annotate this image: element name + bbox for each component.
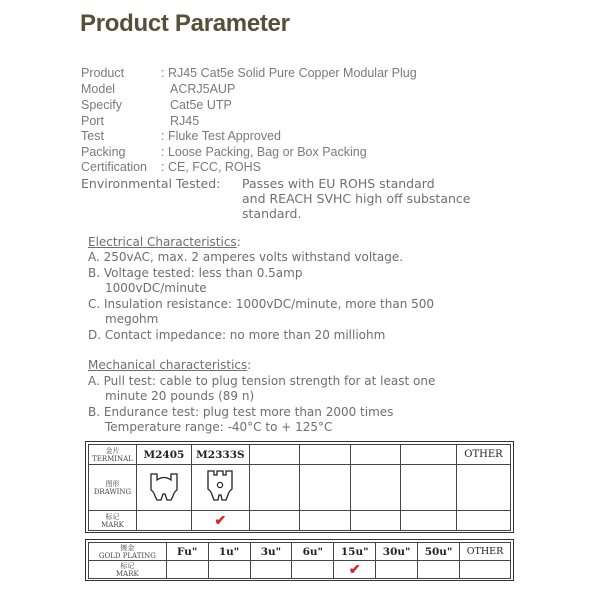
gold-mark-label-en: MARK (116, 569, 139, 578)
gold-plating-row (89, 543, 511, 561)
terminal-label-en: TERMINAL (92, 454, 133, 463)
param-label: Port (81, 114, 104, 128)
terminal-mark-row (89, 511, 511, 531)
check-mark-icon: ✔ (191, 511, 249, 531)
param-value: : RJ45 Cat5e Solid Pure Copper Modular Plug (161, 66, 417, 80)
terminal-empty-cell (249, 445, 299, 465)
param-value: RJ45 (170, 114, 200, 128)
terminal-table (88, 444, 511, 531)
param-value: : CE, FCC, ROHS (161, 160, 262, 174)
param-label: Product (81, 66, 125, 80)
drawing-label-cell (89, 465, 137, 511)
terminal-m2333s: M2333S (191, 445, 249, 465)
param-label: Test (81, 129, 104, 143)
gold-mark-cell (292, 561, 334, 579)
mark-label-cell (89, 511, 137, 531)
gold-label-cell (89, 543, 167, 561)
gold-mark-cell (208, 561, 250, 579)
mechanical-line-b: B. Endurance test: plug test more than 2000 times (88, 405, 394, 419)
drawing-empty-cell (351, 465, 401, 511)
gold-mark-cell (376, 561, 418, 579)
plating-fu: Fu" (166, 543, 208, 561)
mark-cell (299, 511, 351, 531)
mark-cell (136, 511, 191, 531)
gold-mark-label-cell (89, 561, 167, 579)
gold-plating-table (88, 542, 511, 579)
terminal-empty-cell (299, 445, 351, 465)
drawing-empty-cell (401, 465, 457, 511)
electrical-heading-text: Electrical Characteristics (88, 235, 237, 249)
gold-mark-cell (460, 561, 511, 579)
electrical-line-c2: megohm (105, 312, 159, 326)
terminal-m2333s-drawing-icon (203, 467, 237, 505)
drawing-label-cn: 图形 (105, 479, 120, 488)
plating-other: OTHER (460, 543, 511, 561)
drawing-row (89, 465, 511, 511)
mark-cell (351, 511, 401, 531)
gold-mark-cell (166, 561, 208, 579)
gold-mark-cell (418, 561, 460, 579)
plating-1u: 1u" (208, 543, 250, 561)
plating-6u: 6u" (292, 543, 334, 561)
plating-15u: 15u" (334, 543, 376, 561)
mechanical-line-temperature: Temperature range: -40°C to + 125°C (105, 420, 333, 434)
page-title: Product Parameter (80, 10, 290, 37)
gold-mark-cell (250, 561, 292, 579)
environmental-label: Environmental Tested: (81, 176, 221, 191)
drawing-m2333s-cell (191, 465, 249, 511)
terminal-label-cn: 金片 (105, 446, 120, 455)
terminal-empty-cell (401, 445, 457, 465)
mark-cell (401, 511, 457, 531)
param-value: : Fluke Test Approved (161, 129, 281, 143)
gold-mark-row (89, 561, 511, 579)
mechanical-heading-text: Mechanical characteristics (88, 358, 248, 372)
terminal-m2405: M2405 (136, 445, 191, 465)
drawing-empty-cell (249, 465, 299, 511)
param-value: : Loose Packing, Bag or Box Packing (161, 145, 367, 159)
mechanical-heading (88, 358, 251, 372)
plating-30u: 30u" (376, 543, 418, 561)
terminal-m2405-drawing-icon (147, 468, 181, 504)
terminal-label-cell (89, 445, 137, 465)
mechanical-line-a2: minute 20 pounds (89 n) (105, 389, 255, 403)
param-value: ACRJ5AUP (170, 82, 236, 96)
terminal-empty-cell (351, 445, 401, 465)
electrical-line-b: B. Voltage tested: less than 0.5amp (88, 266, 303, 280)
electrical-line-a: A. 250vAC, max. 2 amperes volts withstand voltage. (88, 250, 404, 264)
drawing-label-en: DRAWING (93, 487, 132, 496)
heading-colon: : (247, 358, 252, 372)
mark-label-en: MARK (101, 520, 124, 529)
mark-cell (457, 511, 511, 531)
drawing-empty-cell (299, 465, 351, 511)
electrical-heading (88, 235, 241, 249)
environmental-line: Passes with EU ROHS standard (242, 176, 435, 191)
heading-colon: : (236, 235, 241, 249)
param-value: Cat5e UTP (170, 98, 232, 112)
plating-3u: 3u" (250, 543, 292, 561)
electrical-line-c: C. Insulation resistance: 1000vDC/minute, more than 500 (88, 297, 435, 311)
param-label: Specify (81, 98, 122, 112)
gold-label-cn: 镀金 (120, 543, 135, 552)
environmental-line: standard. (242, 206, 302, 221)
environmental-line: and REACH SVHC high off substance (242, 191, 471, 206)
terminal-row (89, 445, 511, 465)
terminal-other: OTHER (457, 445, 511, 465)
mark-label-cn: 标记 (105, 512, 120, 521)
gold-mark-label-cn: 标记 (120, 561, 135, 570)
drawing-m2405-cell (136, 465, 191, 511)
param-label: Packing (81, 145, 126, 159)
mark-cell (249, 511, 299, 531)
mechanical-line-a: A. Pull test: cable to plug tension strength for at least one (88, 374, 436, 388)
param-label: Model (81, 82, 116, 96)
gold-label-en: GOLD PLATING (98, 551, 156, 560)
drawing-empty-cell (457, 465, 511, 511)
param-label: Certification (81, 160, 147, 174)
electrical-line-d: D. Contact impedance: no more than 20 milliohm (88, 328, 386, 342)
check-mark-icon: ✔ (334, 561, 376, 579)
electrical-line-b2: 1000vDC/minute (105, 281, 207, 295)
plating-50u: 50u" (418, 543, 460, 561)
